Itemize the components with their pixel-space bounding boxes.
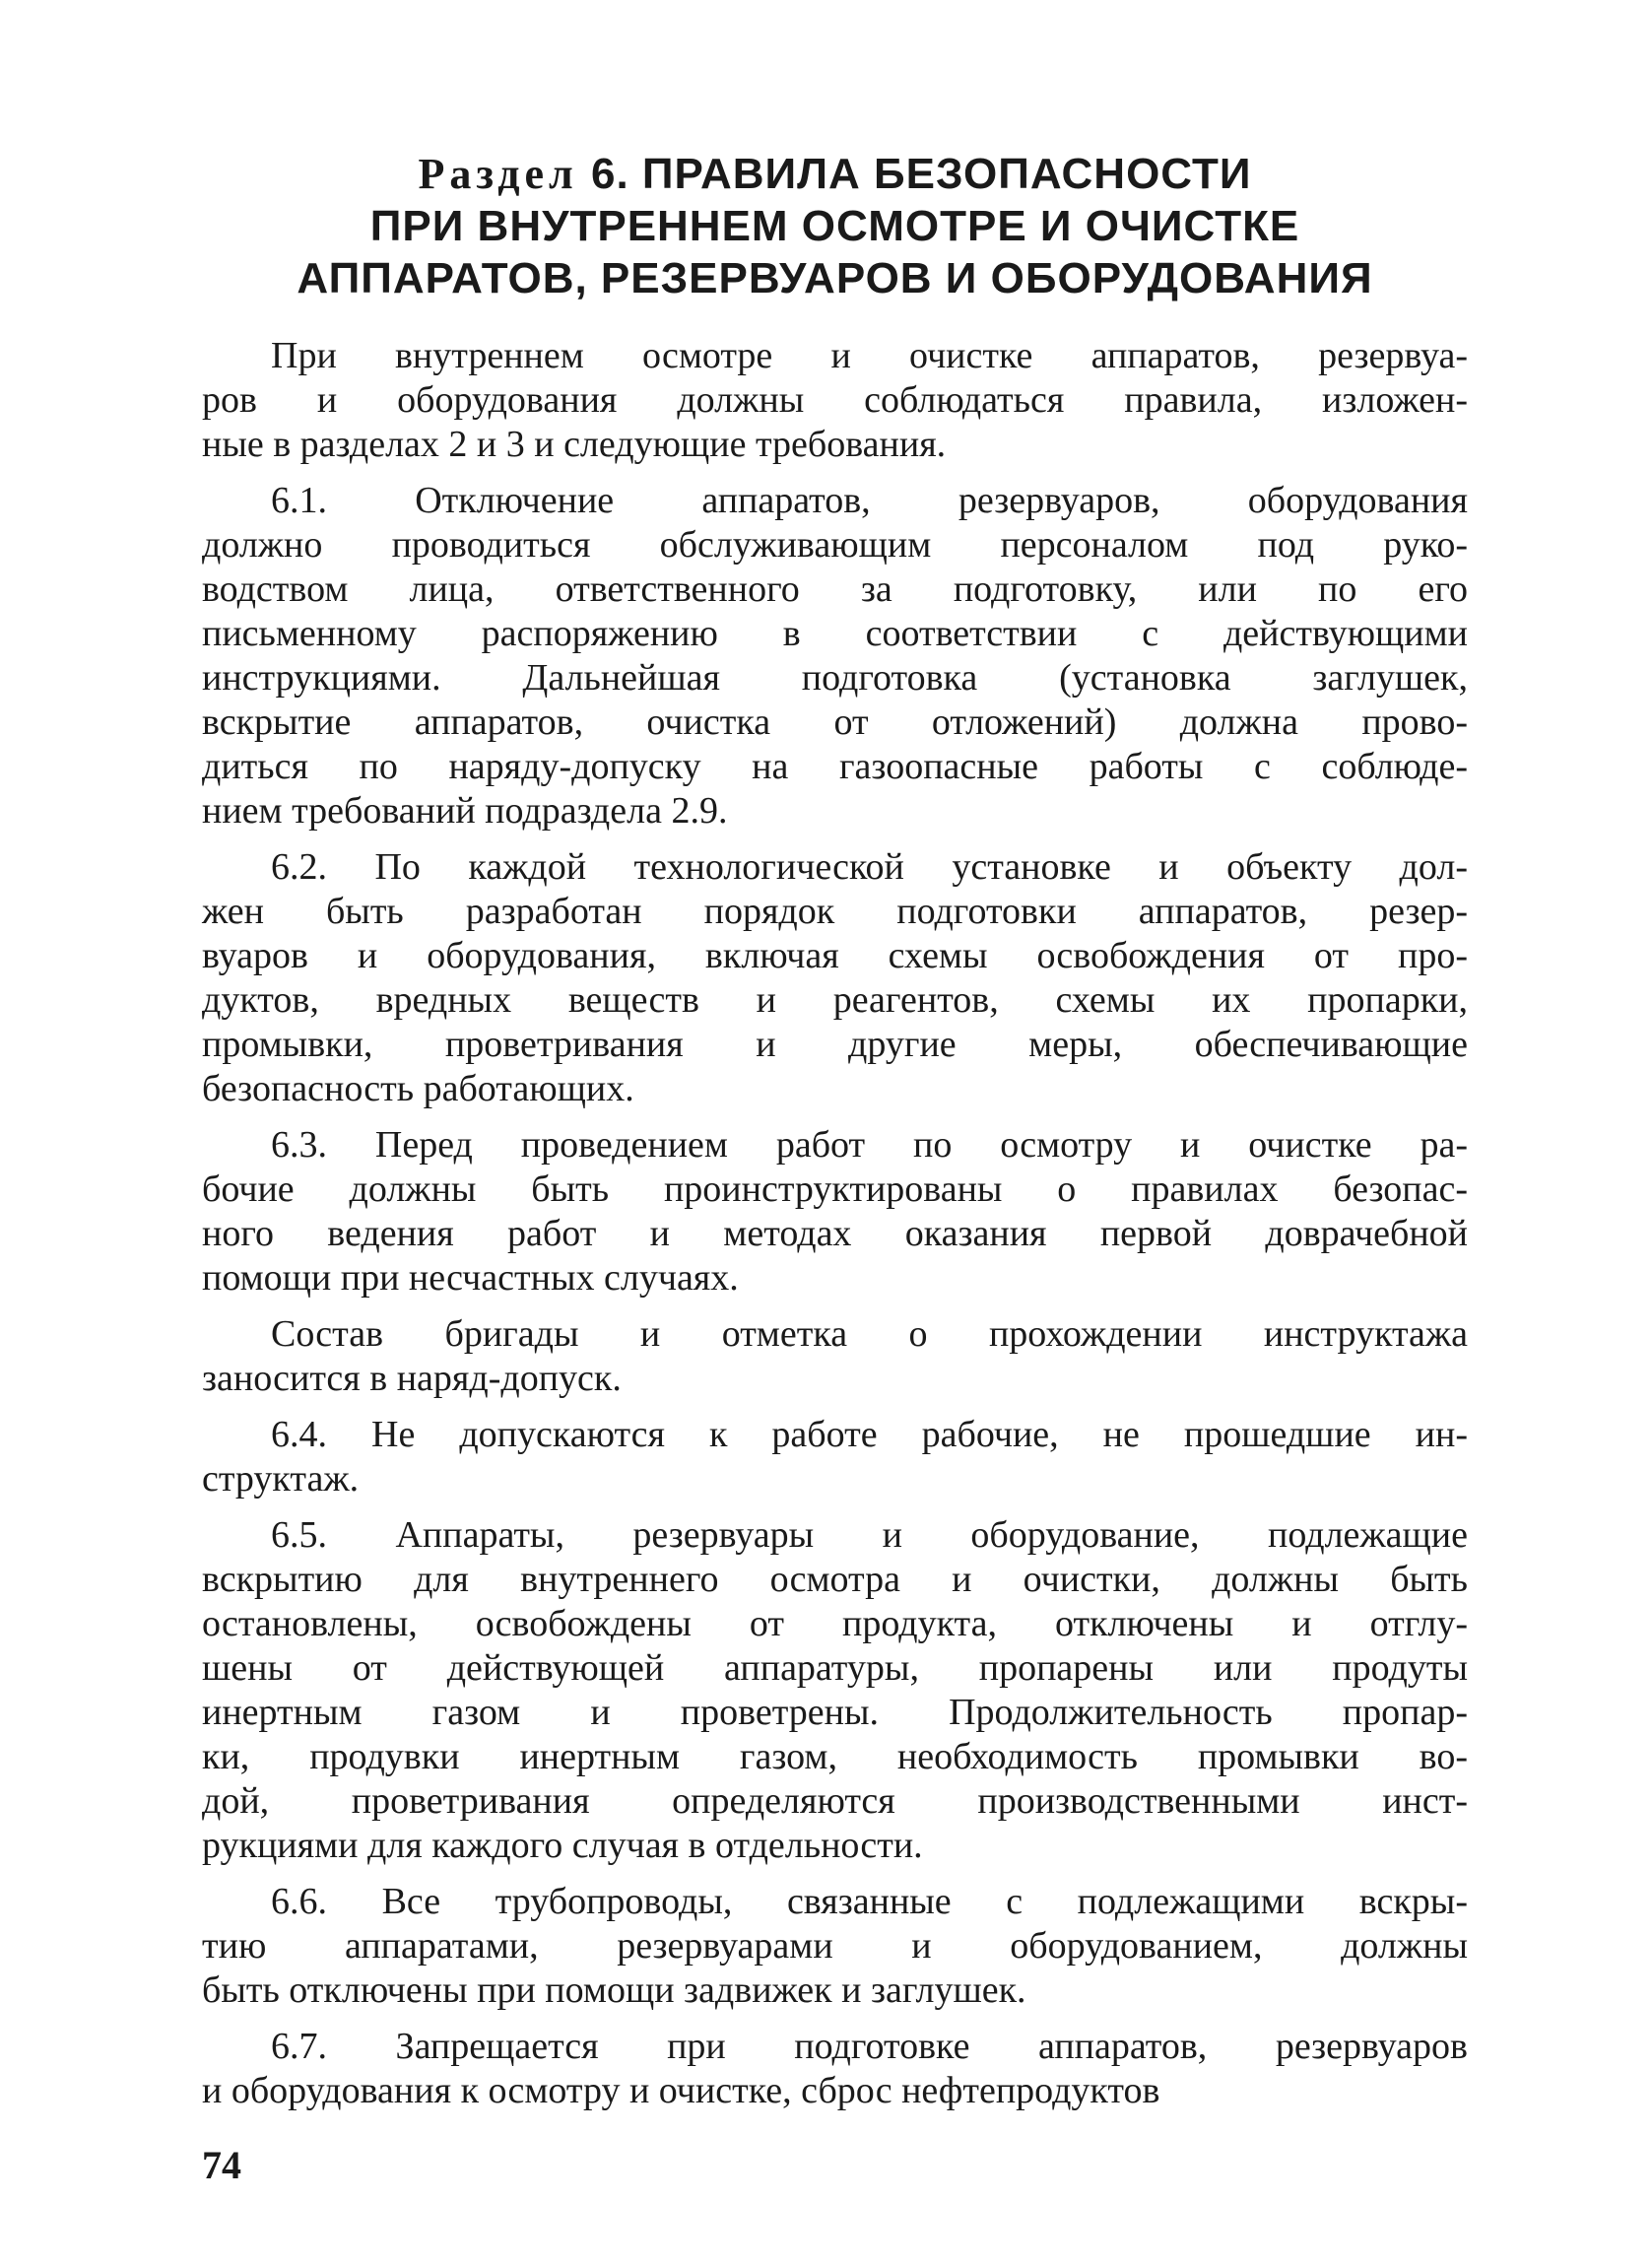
paragraph xyxy=(202,1312,1468,1401)
paragraph-line: ров и оборудования должны соблюдаться правила, изложен- xyxy=(202,379,1468,421)
page-number: 74 xyxy=(202,2143,241,2187)
paragraph-line: дой, проветривания определяются производственными инст- xyxy=(202,1780,1468,1822)
heading-text: АППАРАТОВ, РЕЗЕРВУАРОВ И ОБОРУДОВАНИЯ xyxy=(297,254,1373,302)
paragraph-line: водством лица, ответственного за подготовку, или по его xyxy=(202,568,1468,610)
paragraph xyxy=(202,1123,1468,1301)
paragraph-line: структаж. xyxy=(202,1458,360,1500)
paragraph-line: 6.5. Аппараты, резервуары и оборудование, подлежащие xyxy=(271,1514,1468,1556)
paragraph xyxy=(202,2025,1468,2113)
paragraph xyxy=(202,479,1468,834)
paragraph-line: безопасность работающих. xyxy=(202,1068,634,1109)
paragraph-line: Состав бригады и отметка о прохождении инструктажа xyxy=(271,1313,1468,1355)
paragraph-line: нием требований подраздела 2.9. xyxy=(202,790,728,832)
heading-line xyxy=(202,252,1468,304)
heading-text: ПРИ ВНУТРЕННЕМ ОСМОТРЕ И ОЧИСТКЕ xyxy=(369,202,1300,250)
paragraph xyxy=(202,334,1468,467)
paragraph-line: промывки, проветривания и другие меры, обеспечивающие xyxy=(202,1024,1468,1065)
paragraph-line: вуаров и оборудования, включая схемы освобождения от про- xyxy=(202,935,1468,976)
heading-text: 6. ПРАВИЛА БЕЗОПАСНОСТИ xyxy=(577,150,1252,198)
paragraph-line: дуктов, вредных веществ и реагентов, схемы их пропарки, xyxy=(202,979,1468,1021)
paragraph-line: помощи при несчастных случаях. xyxy=(202,1257,739,1299)
paragraph xyxy=(202,1413,1468,1501)
paragraph-line: 6.7. Запрещается при подготовке аппаратов, резервуаров xyxy=(271,2026,1468,2067)
paragraph-line: диться по наряду-допуску на газоопасные работы с соблюде- xyxy=(202,746,1468,787)
paragraph-line: должно проводиться обслуживающим персоналом под руко- xyxy=(202,524,1468,566)
paragraph-line: инертным газом и проветрены. Продолжительность пропар- xyxy=(202,1692,1468,1733)
paragraph-line: 6.4. Не допускаются к работе рабочие, не прошедшие ин- xyxy=(271,1414,1468,1455)
document-page xyxy=(202,148,1468,2197)
paragraph-line: вскрытие аппаратов, очистка от отложений) должна прово- xyxy=(202,701,1468,743)
paragraph-line: бочие должны быть проинструктированы о правилах безопас- xyxy=(202,1168,1468,1210)
paragraph-line: ки, продувки инертным газом, необходимость промывки во- xyxy=(202,1736,1468,1777)
paragraph-line: 6.1. Отключение аппаратов, резервуаров, оборудования xyxy=(271,480,1468,521)
paragraph-line: 6.3. Перед проведением работ по осмотру и очистке ра- xyxy=(271,1124,1468,1166)
paragraph-line: тию аппаратами, резервуарами и оборудованием, должны xyxy=(202,1925,1468,1967)
paragraph xyxy=(202,1880,1468,2013)
paragraph-line: письменному распоряжению в соответствии с действующими xyxy=(202,613,1468,654)
heading-section-word: Раздел xyxy=(418,150,578,198)
paragraph xyxy=(202,1513,1468,1868)
paragraph-line: быть отключены при помощи задвижек и заглушек. xyxy=(202,1969,1026,2011)
paragraph xyxy=(202,845,1468,1111)
heading-line xyxy=(202,148,1468,200)
paragraph-line: остановлены, освобождены от продукта, отключены и отглу- xyxy=(202,1603,1468,1644)
paragraph-line: ного ведения работ и методах оказания первой доврачебной xyxy=(202,1213,1468,1254)
paragraph-line: заносится в наряд-допуск. xyxy=(202,1358,622,1399)
paragraph-line: и оборудования к осмотру и очистке, сброс нефтепродуктов xyxy=(202,2070,1160,2111)
paragraph-line: жен быть разработан порядок подготовки аппаратов, резер- xyxy=(202,891,1468,932)
paragraph-line: 6.6. Все трубопроводы, связанные с подлежащими вскры- xyxy=(271,1881,1468,1922)
paragraph-line: шены от действующей аппаратуры, пропарены или продуты xyxy=(202,1647,1468,1689)
paragraph-line: При внутреннем осмотре и очистке аппаратов, резервуа- xyxy=(271,335,1468,376)
paragraph-line: вскрытию для внутреннего осмотра и очистки, должны быть xyxy=(202,1559,1468,1600)
body-text xyxy=(202,334,1468,2113)
paragraph-line: 6.2. По каждой технологической установке и объекту дол- xyxy=(271,846,1468,888)
section-heading xyxy=(202,148,1468,304)
heading-line xyxy=(202,200,1468,252)
paragraph-line: рукциями для каждого случая в отдельности. xyxy=(202,1825,923,1866)
paragraph-line: инструкциями. Дальнейшая подготовка (установка заглушек, xyxy=(202,657,1468,699)
paragraph-line: ные в разделах 2 и 3 и следующие требования. xyxy=(202,424,947,465)
